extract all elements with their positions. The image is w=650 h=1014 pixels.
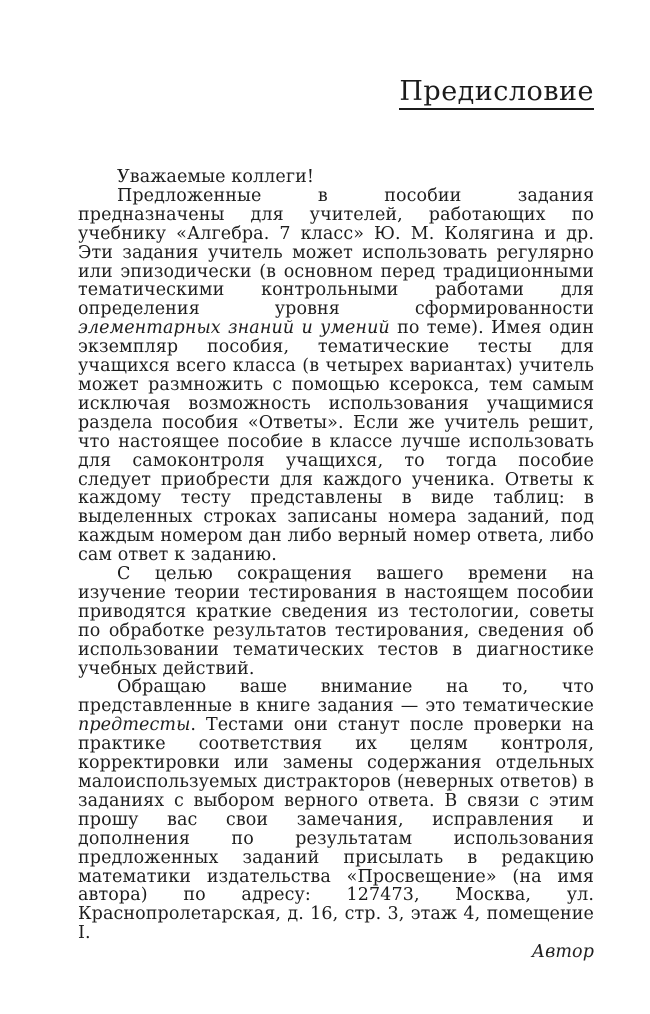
paragraph-pretests (78, 678, 594, 943)
text-run: по теме). Имея один экземпляр пособия, тематические тесты для учащихся всего класса (в четырех вариантах) учитель может размножить с помощью ксерокса, тем самым исключая возможность использования учащимися раздела пособия «Ответы». Если же учитель решит, что настоящее пособие в классе лучше использовать для самоконтроля учащихся, то тогда пособие следует приобрести для каждого ученика. Ответы к каждому тесту представлены в виде таблиц: в выделенных строках записаны номера заданий, под каждым номером дан либо верный номер ответа, либо сам ответ к заданию. (78, 318, 594, 566)
page-title: Предисловие (399, 76, 594, 110)
author-signature: Автор (531, 942, 594, 963)
text-run: . Тестами они станут после проверки на практике соответствия их целям контроля, корректировки или замены содержания отдельных малоиспользуемых дистракторов (неверных ответов) в заданиях с выбором верного ответа. В связи с этим прошу вас свои замечания, исправления и дополнения по результатам использования предложенных заданий присылать в редакцию математики издательства «Просвещение» (на имя автора) по адресу: 127473, Москва, ул. Краснопролетарская, д. 16, стр. 3, этаж 4, помещение I. (78, 715, 594, 944)
title-row (78, 76, 594, 110)
paragraph-intro (78, 187, 594, 565)
italic-term-elementary-skills: элементарных знаний и умений (78, 318, 390, 339)
preface-text (78, 168, 594, 962)
text-run: Обращаю ваше внимание на то, что представленные в книге задания — это тематические (78, 677, 594, 717)
text-run: Предложенные в пособии задания предназначены для учителей, работающих по учебнику «Алгебра. 7 класс» Ю. М. Колягина и др. Эти задания учитель может использовать регулярно или эпизодически (в основном перед традиционными тематическими контрольными работами для определения уровня сформированности (78, 185, 594, 320)
paragraph-greeting (78, 168, 594, 187)
paragraph-theory (78, 565, 594, 678)
text-run: Уважаемые коллеги! (117, 167, 315, 187)
text-run: С целью сокращения вашего времени на изучение теории тестирования в настоящем пособии приводятся краткие сведения из тестологии, советы по обработке результатов тестирования, сведения об использовании тематических тестов в диагностике учебных действий. (78, 564, 594, 679)
italic-term-pretests: предтесты (78, 715, 191, 736)
